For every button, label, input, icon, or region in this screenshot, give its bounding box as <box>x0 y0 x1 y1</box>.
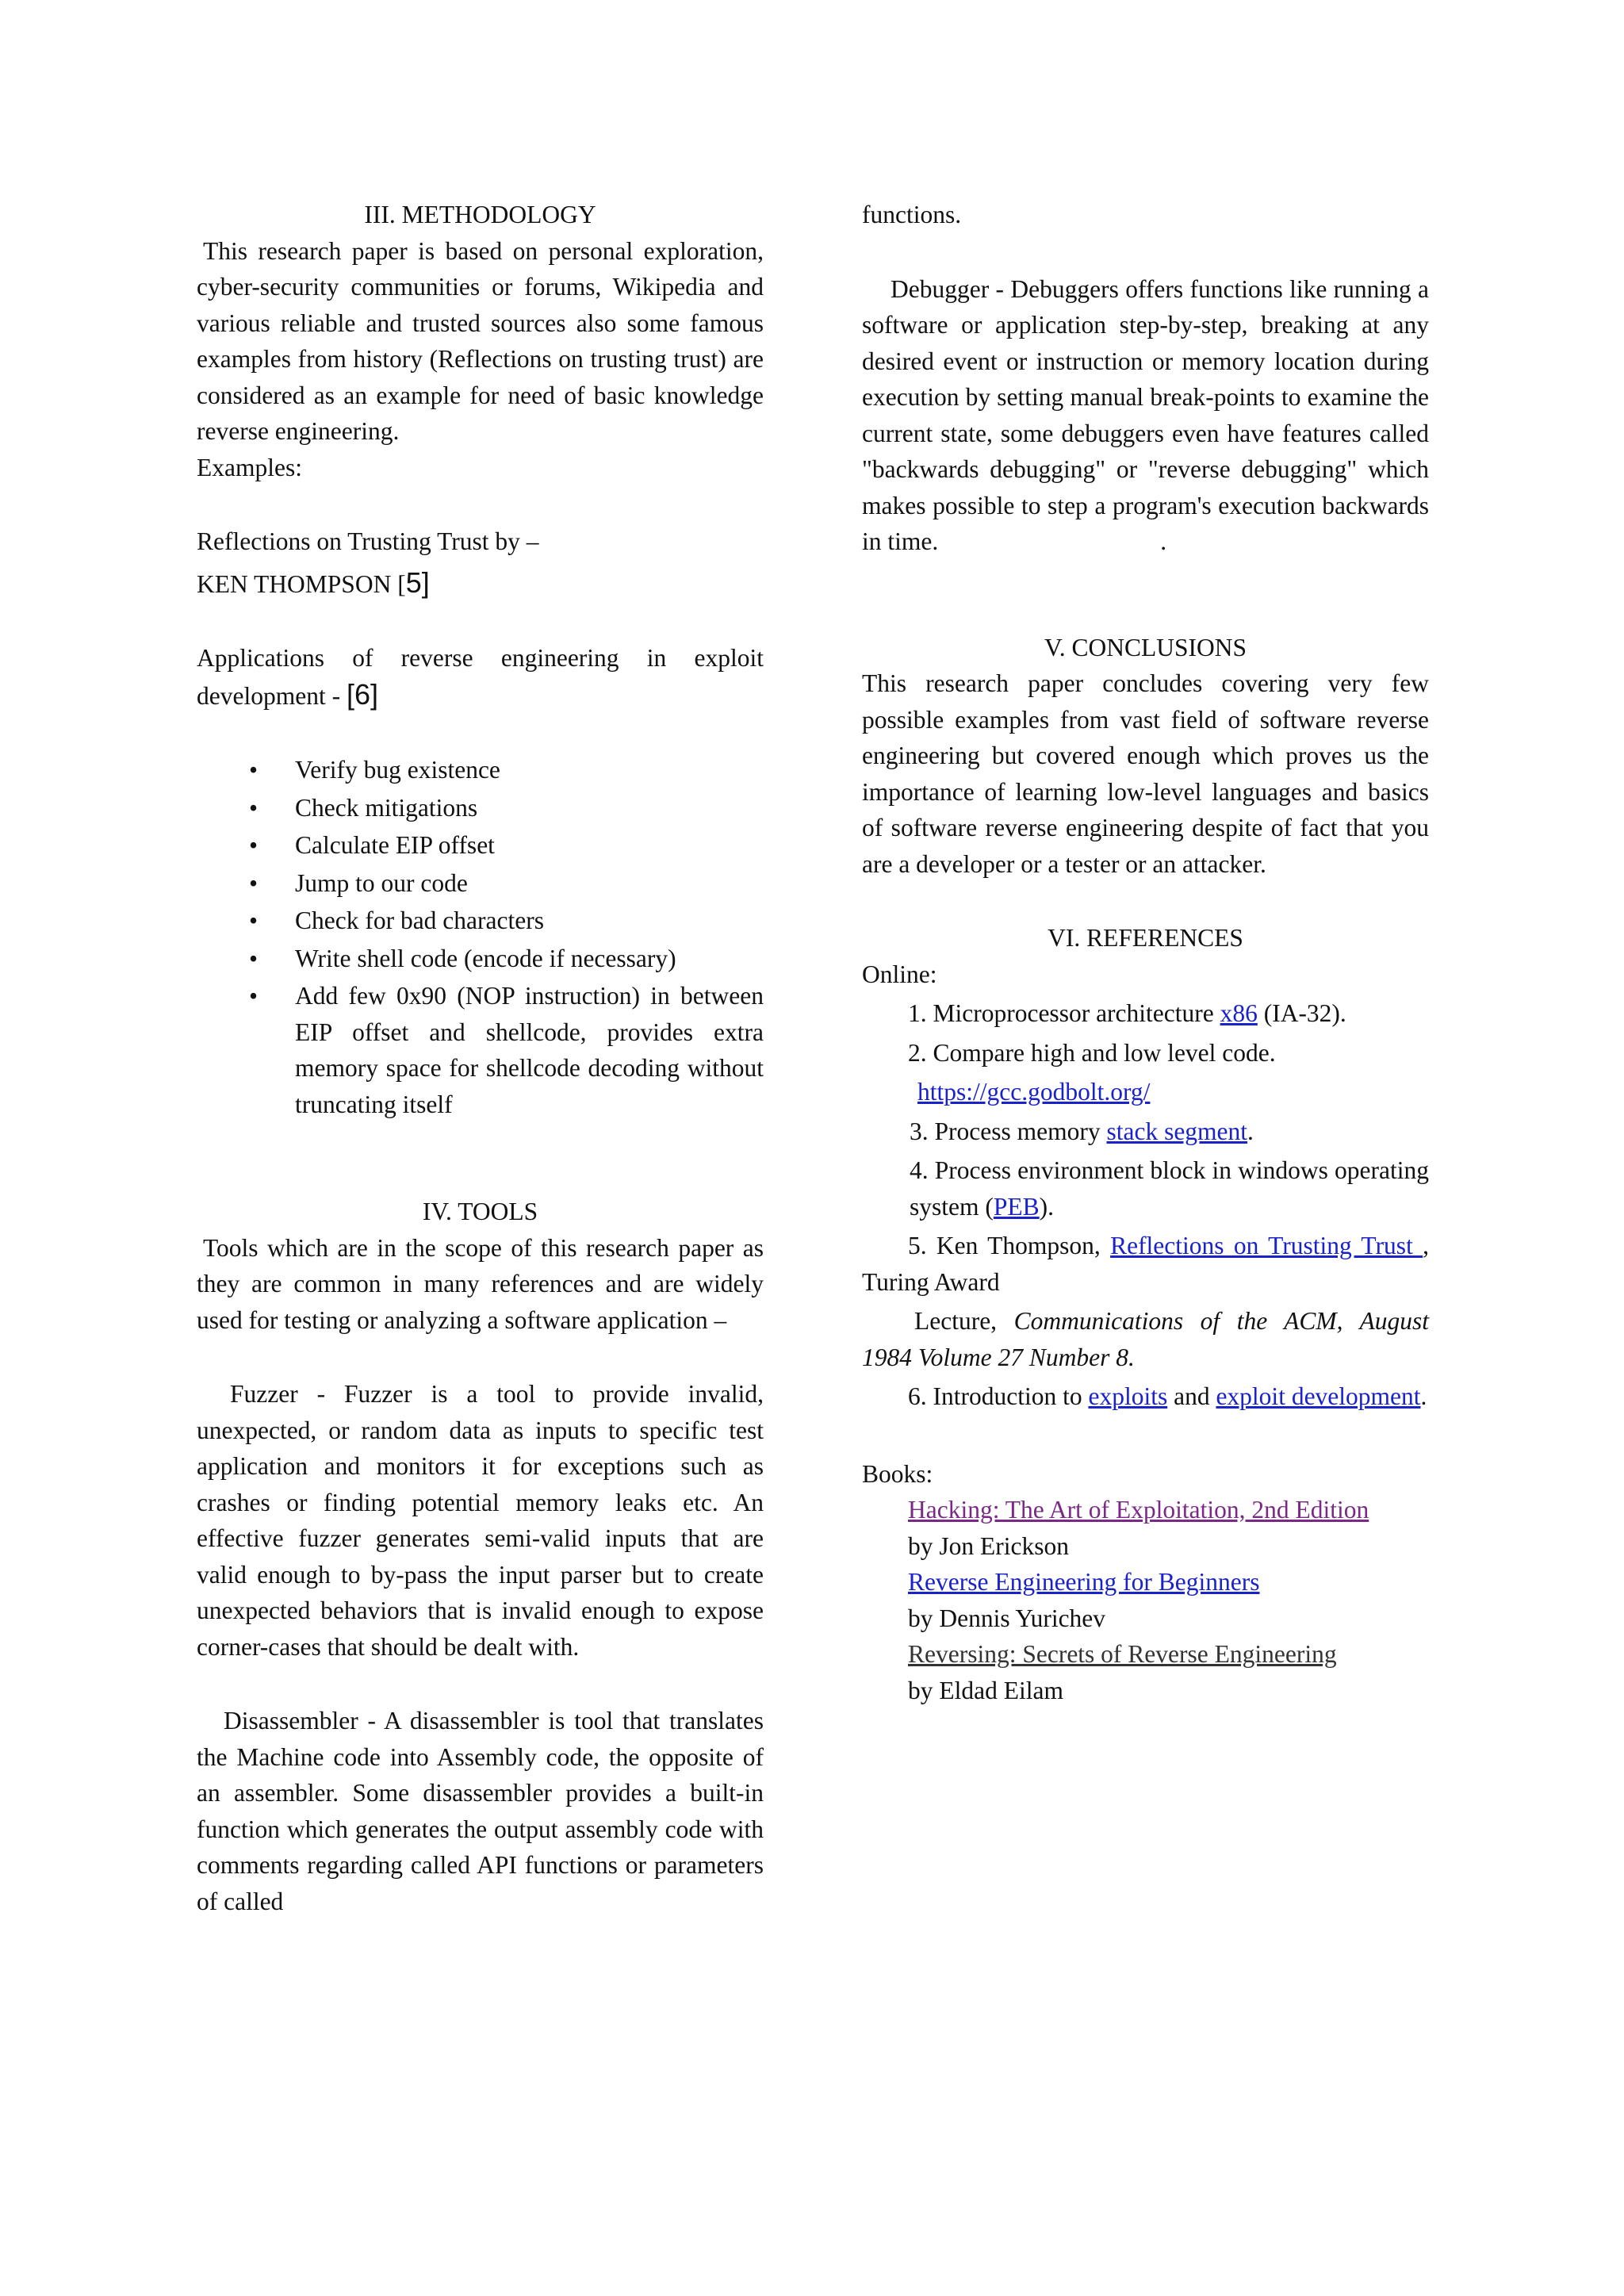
reference-5-continued: Lecture, Communications of the ACM, August 1984 Volume 27 Number 8. <box>862 1307 1430 1371</box>
reference-5: 5. Ken Thompson, Reflections on Trusting Trust , Turing Award <box>862 1232 1429 1296</box>
list-item: • Calculate EIP offset <box>249 831 495 859</box>
list-item: • Write shell code (encode if necessary) <box>249 944 676 972</box>
fuzzer-paragraph: Fuzzer - Fuzzer is a tool to provide invalid, unexpected, or random data as inputs to specific test application and monitors it for exceptions such as crashes or finding potential memory leaks etc. An effective fuzzer generates semi-valid inputs that are valid enough to by-pass the input parser but to create unexpected behaviors that is invalid enough to expose corner-cases that should be dealt with. <box>197 1380 764 1661</box>
tools-heading: IV. TOOLS <box>422 1198 538 1225</box>
reference-2: 2. Compare high and low level code. <box>908 1038 1276 1067</box>
example-2-ref: [6] <box>346 677 378 711</box>
book-2-link[interactable]: Reverse Engineering for Beginners <box>908 1568 1260 1596</box>
online-label: Online: <box>862 960 937 988</box>
book-2-title <box>862 1564 1429 1600</box>
example-2: Applications of reverse engineering in exploit development - [6] <box>197 644 764 711</box>
trusting-trust-link[interactable]: Reflections on Trusting Trust <box>1110 1232 1423 1259</box>
example-1-line-1: Reflections on Trusting Trust by – <box>197 527 539 555</box>
continued-text: functions. <box>862 201 962 228</box>
list-item: • Add few 0x90 (NOP instruction) in between EIP offset and shellcode, provides extra memory space for shellcode decoding without truncating itself <box>249 982 764 1118</box>
books-label: Books: <box>862 1459 933 1488</box>
book-3-title <box>862 1636 1429 1673</box>
methodology-heading: III. METHODOLOGY <box>364 201 596 228</box>
conclusions-heading: V. CONCLUSIONS <box>1044 633 1247 661</box>
conclusions-paragraph: This research paper concludes covering very few possible examples from vast field of software reverse engineering but covered enough which proves us the importance of learning low-level languages and basics of software reverse engineering despite of fact that you are a developer or a tester or an attacker. <box>862 669 1429 878</box>
book-1-author: by Jon Erickson <box>908 1531 1069 1560</box>
tools-intro: Tools which are in the scope of this research paper as they are common in many references and are widely used for testing or analyzing a software application – <box>197 1233 764 1334</box>
reference-4: 4. Process environment block in windows operating system (PEB). <box>910 1156 1429 1221</box>
exploit-development-link[interactable]: exploit development <box>1216 1382 1421 1410</box>
stack-segment-link[interactable]: stack segment <box>1106 1117 1248 1145</box>
list-item: • Verify bug existence <box>249 756 500 784</box>
right-column <box>862 197 1429 1708</box>
reference-3: 3. Process memory stack segment. <box>910 1117 1254 1145</box>
references-heading: VI. REFERENCES <box>1048 924 1243 952</box>
godbolt-link[interactable]: https://gcc.godbolt.org/ <box>917 1078 1151 1106</box>
exploit-steps-list <box>197 752 764 1122</box>
examples-label: Examples: <box>197 453 302 481</box>
reference-6: 6. Introduction to exploits and exploit development. <box>908 1382 1427 1410</box>
disassembler-paragraph: Disassembler - A disassembler is tool that translates the Machine code into Assembly code, the opposite of an assembler. Some disassembler provides a built-in function which generates the output assembly code with comments regarding called API functions or parameters of called <box>197 1707 764 1915</box>
x86-link[interactable]: x86 <box>1220 999 1258 1027</box>
reference-1: 1. Microprocessor architecture x86 (IA-32). <box>908 999 1346 1027</box>
list-item: • Check mitigations <box>249 793 478 822</box>
reference-2-url <box>862 1074 1429 1110</box>
methodology-paragraph: This research paper is based on personal exploration, cyber-security communities or forums, Wikipedia and various reliable and trusted sources also some famous examples from history (Reflections on trusting trust) are considered as an example for need of basic knowledge reverse engineering. <box>197 236 764 445</box>
exploits-link[interactable]: exploits <box>1088 1382 1168 1410</box>
debugger-paragraph: Debugger - Debuggers offers functions like running a software or application step-by-step, breaking at any desired event or instruction or memory location during execution by setting manual break-points to examine the current state, some debuggers even have features called "backwards debugging" or "reverse debugging" which makes possible to step a program's execution backwards in time. . <box>862 274 1429 555</box>
left-column <box>197 197 764 1919</box>
book-3-link[interactable]: Reversing: Secrets of Reverse Engineering <box>908 1640 1337 1668</box>
peb-link[interactable]: PEB <box>993 1192 1040 1221</box>
example-1-ref: 5] <box>405 565 430 599</box>
example-1-line-2: KEN THOMPSON [5] <box>197 565 430 599</box>
list-item: • Check for bad characters <box>249 907 544 934</box>
book-1-link[interactable]: Hacking: The Art of Exploitation, 2nd Edition <box>908 1496 1369 1524</box>
list-item: • Jump to our code <box>249 868 468 897</box>
book-1-title <box>862 1492 1429 1528</box>
book-2-author: by Dennis Yurichev <box>908 1604 1106 1632</box>
online-references <box>862 995 1429 1415</box>
book-3-author: by Eldad Eilam <box>908 1676 1063 1704</box>
